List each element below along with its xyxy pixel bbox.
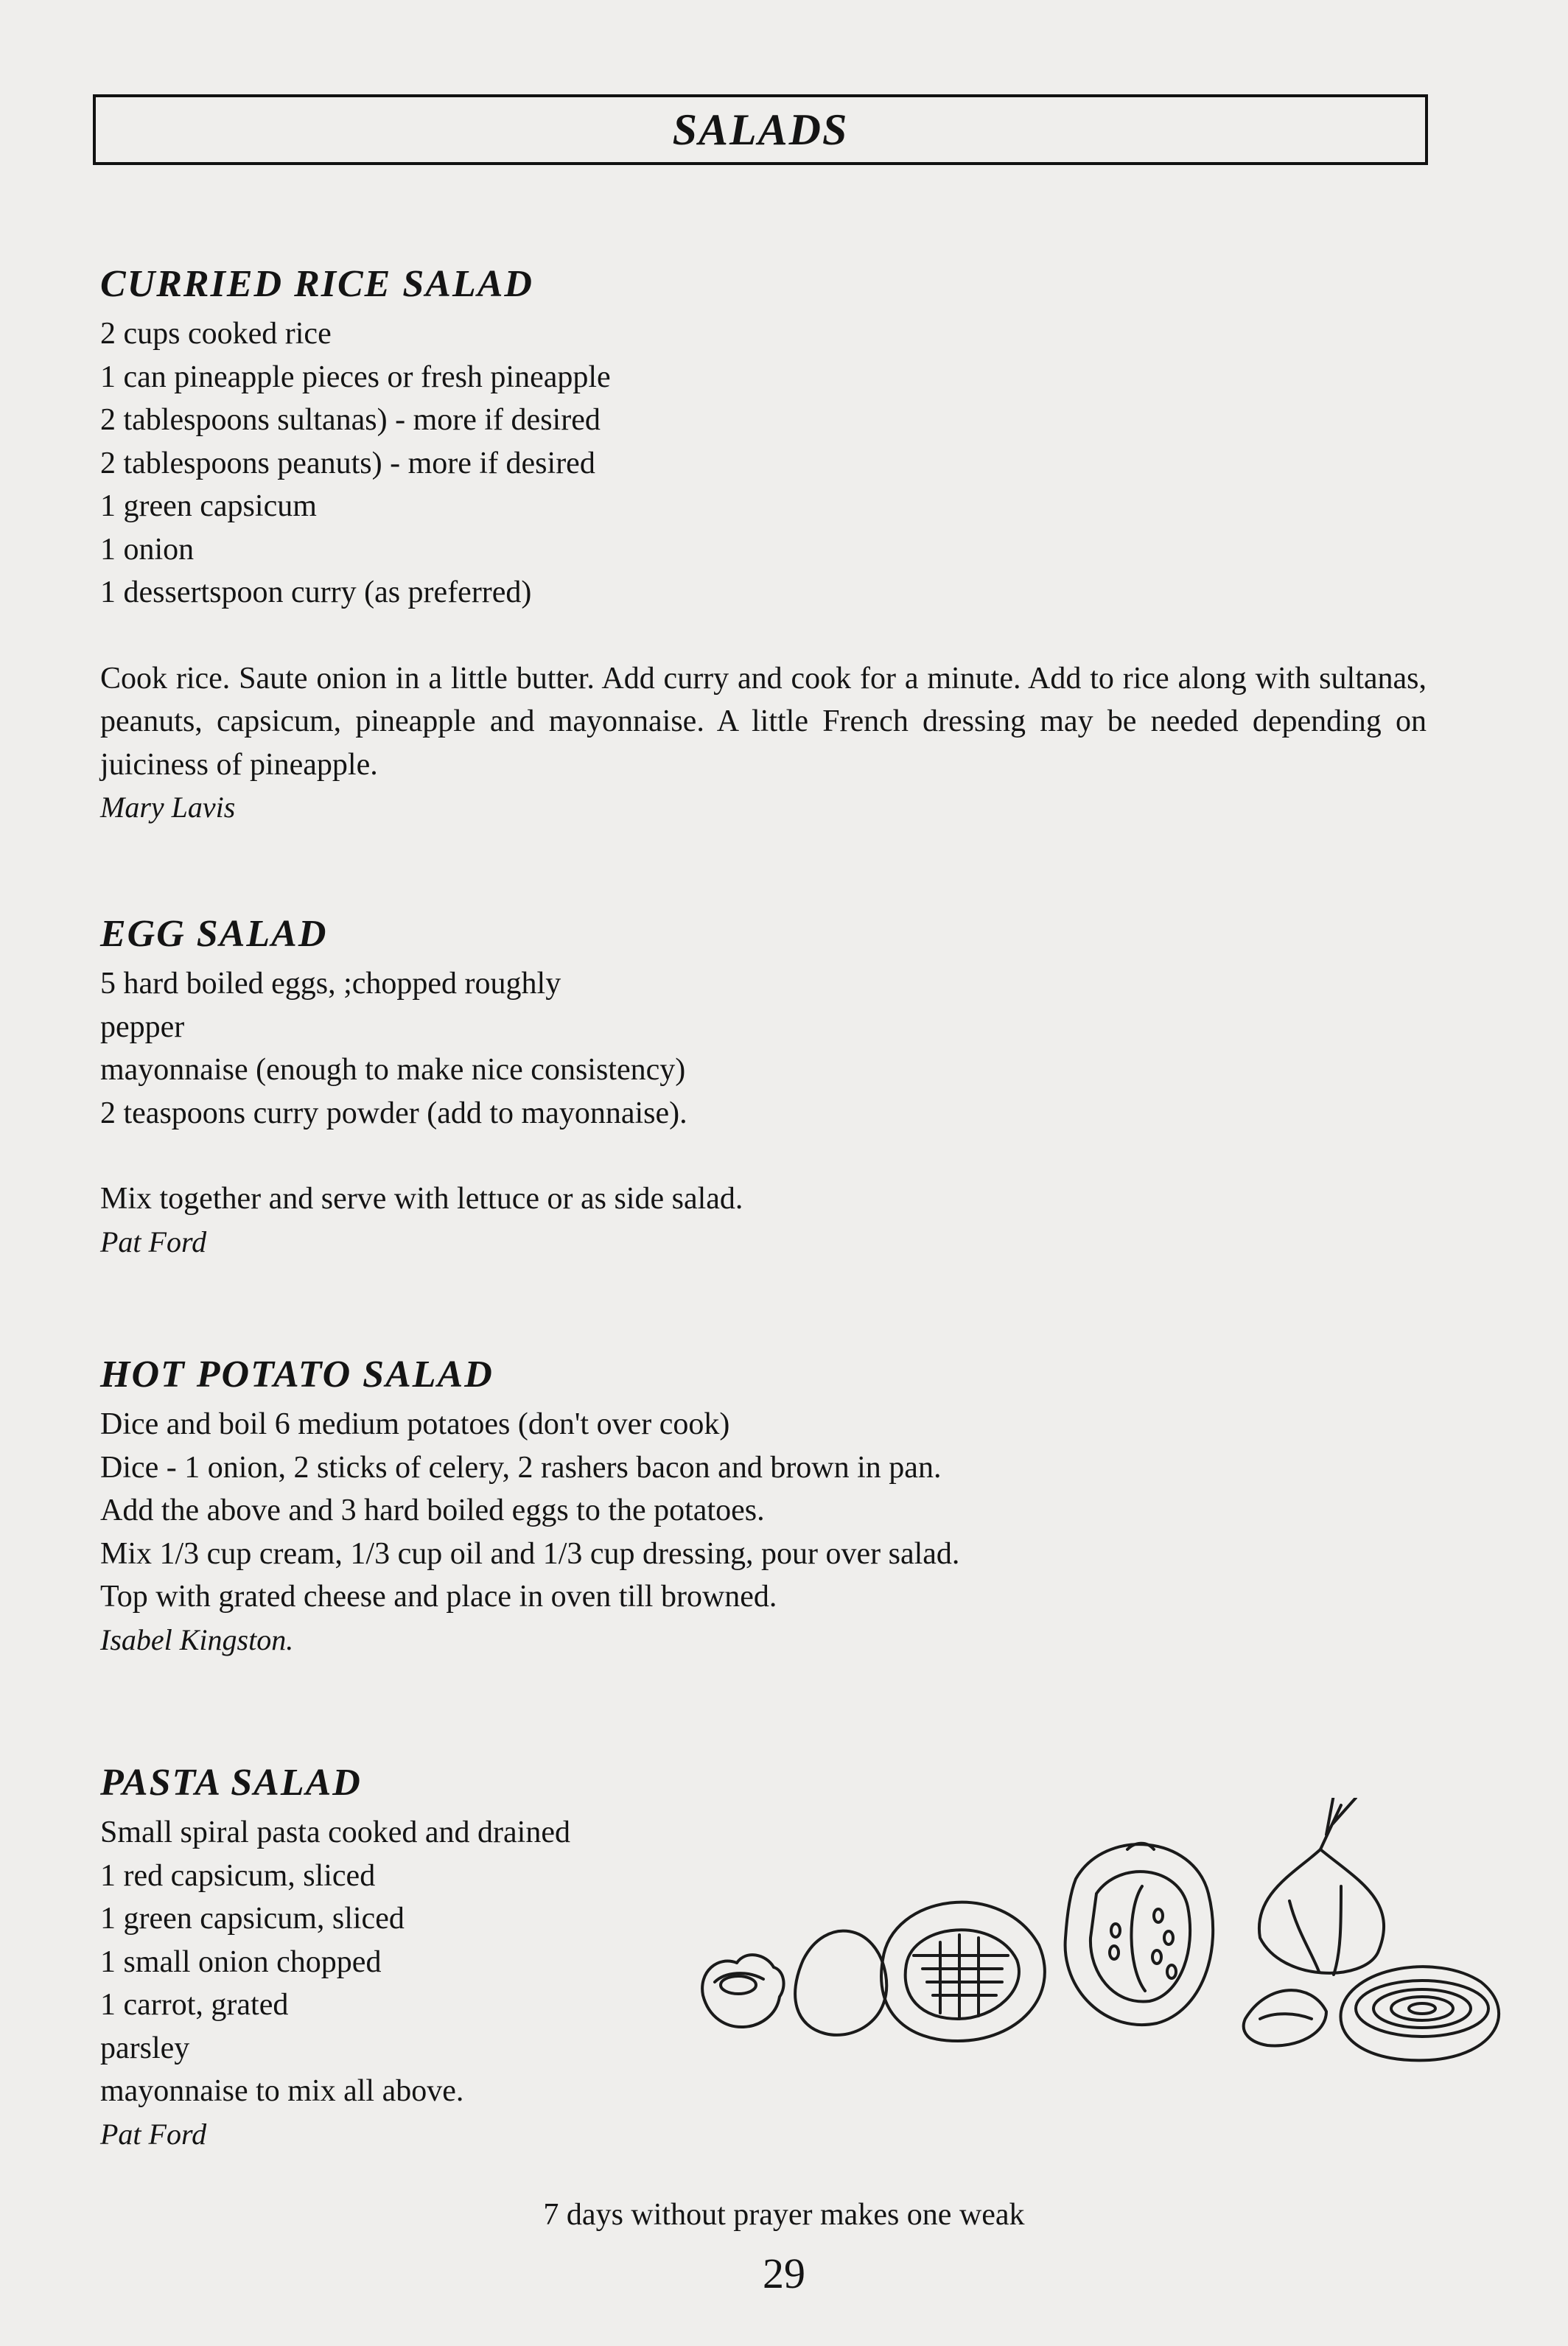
section-header-box: [93, 94, 1428, 165]
recipe-egg-salad: [100, 911, 1427, 1264]
ingredient: 1 red capsicum, sliced: [100, 1858, 376, 1893]
ingredient: 5 hard boiled eggs, ;chopped roughly: [100, 967, 561, 1001]
ingredient: Add the above and 3 hard boiled eggs to the potatoes.: [100, 1494, 765, 1527]
recipe-title: PASTA SALAD: [100, 1762, 362, 1804]
recipe-method: Mix together and serve with lettuce or as side salad.: [100, 1182, 743, 1216]
ingredient: 1 small onion chopped: [100, 1944, 382, 1979]
ingredient: 1 green capsicum, sliced: [100, 1902, 405, 1936]
ingredient: 1 carrot, grated: [100, 1988, 289, 2022]
recipe-author: Mary Lavis: [100, 791, 236, 824]
ingredient-list: [100, 312, 1427, 614]
ingredient: 1 green capsicum: [100, 489, 317, 523]
ingredient: Mix 1/3 cup cream, 1/3 cup oil and 1/3 cup dressing, pour over salad.: [100, 1536, 960, 1571]
section-title: SALADS: [672, 105, 849, 154]
recipe-author: Pat Ford: [100, 2117, 207, 2151]
recipe-method: Cook rice. Saute onion in a little butter. Add curry and cook for a minute. Add to rice along with sultanas, peanuts, capsicum, pineapple and mayonnaise. A little French dressing may be needed depending on juiciness of pineapple.: [100, 661, 1427, 782]
recipe-title: EGG SALAD: [100, 913, 328, 955]
ingredient: 1 can pineapple pieces or fresh pineapple: [100, 360, 611, 394]
recipe-title: CURRIED RICE SALAD: [100, 263, 533, 305]
ingredient: 1 dessertspoon curry (as preferred): [100, 575, 532, 609]
page-number: 29: [763, 2249, 805, 2297]
ingredient: 2 tablespoons peanuts) - more if desired: [100, 446, 595, 480]
footer-quote: 7 days without prayer makes one weak: [543, 2198, 1025, 2232]
ingredient-list: [100, 962, 1427, 1135]
ingredient: Dice - 1 onion, 2 sticks of celery, 2 rashers bacon and brown in pan.: [100, 1450, 942, 1485]
ingredient: 2 teaspoons curry powder (add to mayonnaise).: [100, 1096, 687, 1130]
ingredient: mayonnaise to mix all above.: [100, 2074, 464, 2108]
ingredient: Small spiral pasta cooked and drained: [100, 1815, 570, 1849]
ingredient: parsley: [100, 2031, 190, 2065]
ingredient: Dice and boil 6 medium potatoes (don't over cook): [100, 1407, 730, 1441]
ingredient: pepper: [100, 1009, 185, 1044]
ingredient: Top with grated cheese and place in oven till browned.: [100, 1580, 777, 1614]
vegetables-illustration-icon: [693, 1798, 1533, 2078]
recipe-author: Pat Ford: [100, 1225, 207, 1258]
recipe-curried-rice-salad: [100, 261, 1427, 829]
ingredient-list: [100, 1403, 1427, 1619]
recipe-title: HOT POTATO SALAD: [100, 1354, 494, 1396]
recipe-hot-potato-salad: [100, 1351, 1427, 1662]
recipe-author: Isabel Kingston.: [100, 1622, 294, 1656]
ingredient: mayonnaise (enough to make nice consistency): [100, 1053, 686, 1087]
ingredient: 2 tablespoons sultanas) - more if desired: [100, 403, 601, 437]
ingredient: 2 cups cooked rice: [100, 317, 332, 351]
ingredient: 1 onion: [100, 532, 195, 567]
